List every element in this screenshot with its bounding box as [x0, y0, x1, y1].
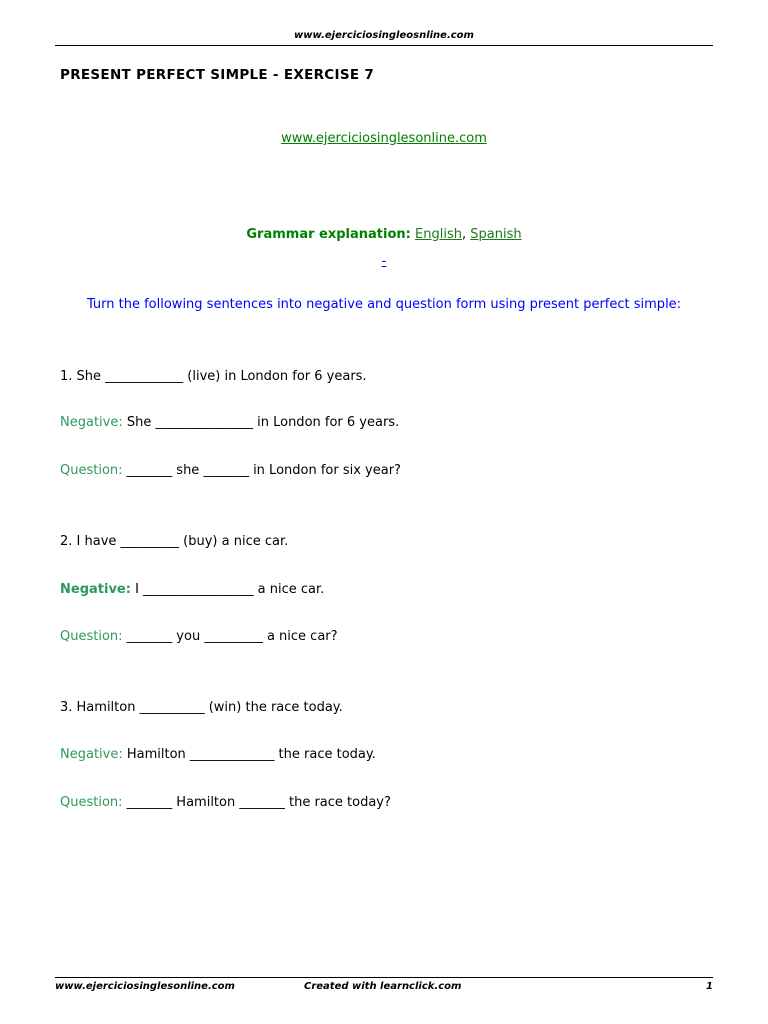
negative-label: Negative: — [60, 415, 123, 430]
grammar-label: Grammar explanation: — [246, 227, 411, 242]
negative-text: I _________________ a nice car. — [130, 582, 325, 597]
dash-link[interactable]: - — [381, 254, 387, 269]
negative-text: Hamilton _____________ the race today. — [122, 747, 376, 762]
site-link[interactable]: www.ejerciciosinglesonline.com — [281, 131, 487, 146]
header-divider — [55, 45, 713, 46]
footer-site: www.ejerciciosinglesonline.com — [55, 981, 235, 992]
site-link-row — [0, 131, 768, 146]
question-text: _______ she _______ in London for six year? — [122, 463, 401, 478]
grammar-explanation-row — [0, 227, 768, 242]
exercise-2-negative — [60, 582, 324, 597]
question-text: _______ Hamilton _______ the race today? — [122, 795, 391, 810]
question-text: _______ you _________ a nice car? — [122, 629, 338, 644]
exercise-1-negative — [60, 415, 399, 430]
exercise-2-question — [60, 629, 338, 644]
footer-page-number: 1 — [706, 981, 713, 992]
exercise-3-negative — [60, 747, 376, 762]
exercise-2-sentence: 2. I have _________ (buy) a nice car. — [60, 534, 289, 549]
english-link[interactable]: English — [415, 227, 462, 242]
exercise-1-sentence: 1. She ____________ (live) in London for 6 years. — [60, 369, 367, 384]
grammar-separator: , — [461, 227, 467, 242]
footer-created-with: Created with learnclick.com — [304, 981, 462, 992]
exercise-1-question — [60, 463, 401, 478]
exercise-3-sentence: 3. Hamilton __________ (win) the race today. — [60, 700, 343, 715]
negative-text: She _______________ in London for 6 years. — [122, 415, 400, 430]
exercise-3-question — [60, 795, 391, 810]
page-title: PRESENT PERFECT SIMPLE - EXERCISE 7 — [60, 67, 375, 83]
footer-divider — [55, 977, 713, 978]
question-label: Question: — [60, 629, 123, 644]
instructions: Turn the following sentences into negative and question form using present perfect simple: — [86, 297, 682, 312]
question-label: Question: — [60, 795, 123, 810]
question-label: Question: — [60, 463, 123, 478]
negative-label: Negative: — [60, 582, 131, 597]
spanish-link[interactable]: Spanish — [470, 227, 522, 242]
negative-label: Negative: — [60, 747, 123, 762]
header-url: www.ejerciciosingleosnline.com — [294, 30, 474, 41]
dash-link-row — [0, 254, 768, 269]
